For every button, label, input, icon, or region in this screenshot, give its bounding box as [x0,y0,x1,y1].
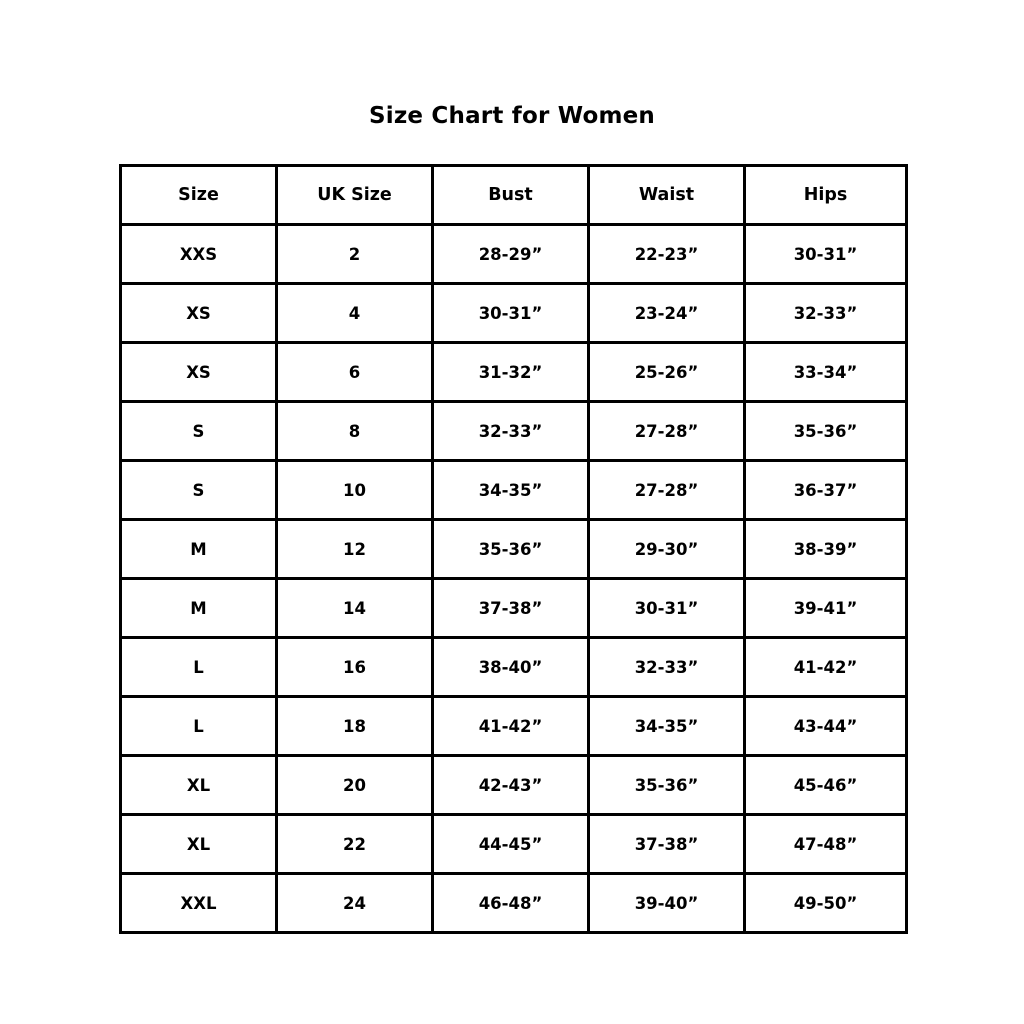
table-row [121,225,907,284]
table-row [121,284,907,343]
column-header-uk-size: UK Size [277,166,433,225]
cell-hips: 33-34” [745,343,907,402]
cell-hips: 41-42” [745,638,907,697]
table-row [121,815,907,874]
cell-hips: 32-33” [745,284,907,343]
table-row [121,402,907,461]
page-title: Size Chart for Women [368,103,655,129]
cell-waist: 34-35” [589,697,745,756]
cell-waist: 35-36” [589,756,745,815]
cell-hips: 39-41” [745,579,907,638]
cell-bust: 42-43” [433,756,589,815]
column-header-hips: Hips [745,166,907,225]
cell-hips: 35-36” [745,402,907,461]
table-header-row [121,166,907,225]
table-header [121,166,907,225]
table-row [121,874,907,933]
cell-bust: 44-45” [433,815,589,874]
cell-waist: 32-33” [589,638,745,697]
cell-waist: 27-28” [589,402,745,461]
cell-hips: 36-37” [745,461,907,520]
column-header-waist: Waist [589,166,745,225]
cell-size: XXS [121,225,277,284]
cell-waist: 27-28” [589,461,745,520]
cell-hips: 38-39” [745,520,907,579]
column-header-bust: Bust [433,166,589,225]
cell-hips: 30-31” [745,225,907,284]
cell-size: XS [121,343,277,402]
cell-uk-size: 18 [277,697,433,756]
cell-waist: 23-24” [589,284,745,343]
cell-size: S [121,461,277,520]
cell-size: L [121,638,277,697]
cell-size: M [121,579,277,638]
cell-size: XL [121,815,277,874]
cell-bust: 28-29” [433,225,589,284]
cell-waist: 25-26” [589,343,745,402]
table-row [121,638,907,697]
cell-bust: 38-40” [433,638,589,697]
cell-size: M [121,520,277,579]
cell-hips: 43-44” [745,697,907,756]
cell-hips: 45-46” [745,756,907,815]
cell-waist: 37-38” [589,815,745,874]
cell-uk-size: 16 [277,638,433,697]
cell-waist: 29-30” [589,520,745,579]
cell-uk-size: 22 [277,815,433,874]
table-row [121,756,907,815]
cell-uk-size: 8 [277,402,433,461]
cell-bust: 37-38” [433,579,589,638]
cell-bust: 32-33” [433,402,589,461]
table-body [121,225,907,933]
cell-size: XS [121,284,277,343]
cell-uk-size: 20 [277,756,433,815]
cell-size: L [121,697,277,756]
cell-bust: 35-36” [433,520,589,579]
cell-bust: 34-35” [433,461,589,520]
cell-uk-size: 12 [277,520,433,579]
column-header-size: Size [121,166,277,225]
cell-uk-size: 2 [277,225,433,284]
cell-bust: 46-48” [433,874,589,933]
table-row [121,343,907,402]
cell-bust: 30-31” [433,284,589,343]
cell-bust: 31-32” [433,343,589,402]
cell-size: XXL [121,874,277,933]
cell-size: XL [121,756,277,815]
table-row [121,520,907,579]
size-chart-table-container [119,164,905,934]
cell-uk-size: 10 [277,461,433,520]
cell-bust: 41-42” [433,697,589,756]
cell-size: S [121,402,277,461]
cell-uk-size: 14 [277,579,433,638]
table-row [121,579,907,638]
table-row [121,461,907,520]
size-chart-table [119,164,908,934]
cell-waist: 39-40” [589,874,745,933]
table-row [121,697,907,756]
cell-hips: 47-48” [745,815,907,874]
cell-uk-size: 6 [277,343,433,402]
cell-uk-size: 24 [277,874,433,933]
cell-hips: 49-50” [745,874,907,933]
cell-uk-size: 4 [277,284,433,343]
cell-waist: 22-23” [589,225,745,284]
cell-waist: 30-31” [589,579,745,638]
